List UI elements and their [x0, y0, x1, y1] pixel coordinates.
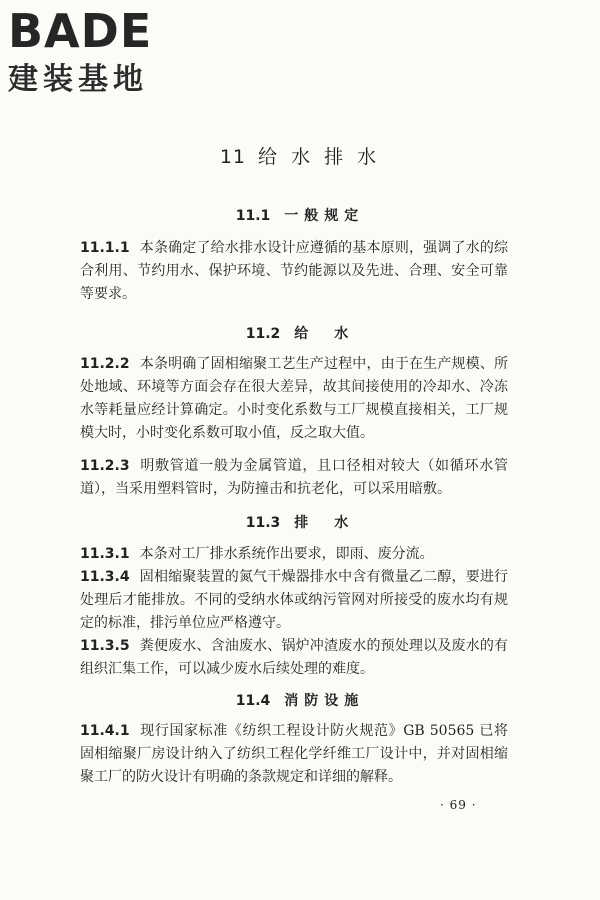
- paragraph-text: 明敷管道一般为金属管道，且口径相对较大（如循环水管道），当采用塑料管时，为防撞击和抗老化，可以采用暗敷。: [80, 458, 508, 497]
- paragraph-11-1-1: [80, 237, 508, 306]
- logo-text-cn: 建装基地: [8, 62, 148, 97]
- chapter-name: 给 水 排 水: [258, 146, 381, 168]
- logo-text-en: BADE: [8, 4, 153, 58]
- paragraph-number: 11.4.1: [80, 723, 130, 739]
- section-number: 11.3: [245, 515, 281, 531]
- paragraph-number: 11.3.4: [80, 569, 130, 585]
- page-number: · 69 ·: [440, 798, 477, 812]
- paragraph-text: 本条确定了给水排水设计应遵循的基本原则，强调了水的综合利用、节约用水、保护环境、节约能源以及先进、合理、安全可靠等要求。: [80, 240, 508, 302]
- paragraph-number: 11.3.5: [80, 638, 130, 654]
- section-title-11-2: [0, 323, 600, 343]
- paragraph-text: 本条明确了固相缩聚工艺生产过程中，由于在生产规模、所处地域、环境等方面会存在很大差异，故其间接使用的冷却水、冷冻水等耗量应经计算确定。小时变化系数与工厂规模直接相关，工厂规模大时，小时变化系数可取小值，反之取大值。: [80, 356, 508, 441]
- paragraph-number: 11.1.1: [80, 240, 130, 256]
- section-number: 11.2: [245, 326, 281, 342]
- section-number: 11.1: [235, 208, 271, 224]
- paragraph-11-3-4: [80, 566, 508, 635]
- section-name: 给 水: [294, 326, 355, 342]
- chapter-number: 11: [219, 146, 247, 168]
- paragraph-11-4-1: [80, 720, 508, 789]
- section-number: 11.4: [235, 693, 271, 709]
- section-title-11-3: [0, 512, 600, 532]
- paragraph-11-2-2: [80, 353, 508, 445]
- paragraph-text: 粪便废水、含油废水、锅炉冲渣废水的预处理以及废水的有组织汇集工作，可以减少废水后续处理的难度。: [80, 638, 508, 677]
- paragraph-text: 本条对工厂排水系统作出要求，即雨、废分流。: [139, 546, 434, 562]
- section-title-11-4: [0, 690, 600, 710]
- section-name: 消防设施: [284, 693, 365, 709]
- paragraph-text: 固相缩聚装置的氮气干燥器排水中含有微量乙二醇，要进行处理后才能排放。不同的受纳水体或纳污管网对所接受的废水均有规定的标准，排污单位应严格遵守。: [80, 569, 508, 631]
- logo: [8, 6, 178, 98]
- paragraph-11-3-1: [80, 543, 508, 566]
- section-name: 排 水: [294, 515, 355, 531]
- paragraph-number: 11.3.1: [80, 546, 130, 562]
- section-name: 一般规定: [284, 208, 365, 224]
- paragraph-11-3-5: [80, 635, 508, 681]
- section-title-11-1: [0, 205, 600, 225]
- paragraph-number: 11.2.3: [80, 458, 130, 474]
- chapter-title: [0, 142, 600, 169]
- paragraph-11-2-3: [80, 455, 508, 501]
- paragraph-text: 现行国家标准《纺织工程设计防火规范》GB 50565 已将固相缩聚厂房设计纳入了纺织工程化学纤维工厂设计中，并对固相缩聚工厂的防火设计有明确的条款规定和详细的解释。: [80, 723, 508, 785]
- paragraph-number: 11.2.2: [80, 356, 130, 372]
